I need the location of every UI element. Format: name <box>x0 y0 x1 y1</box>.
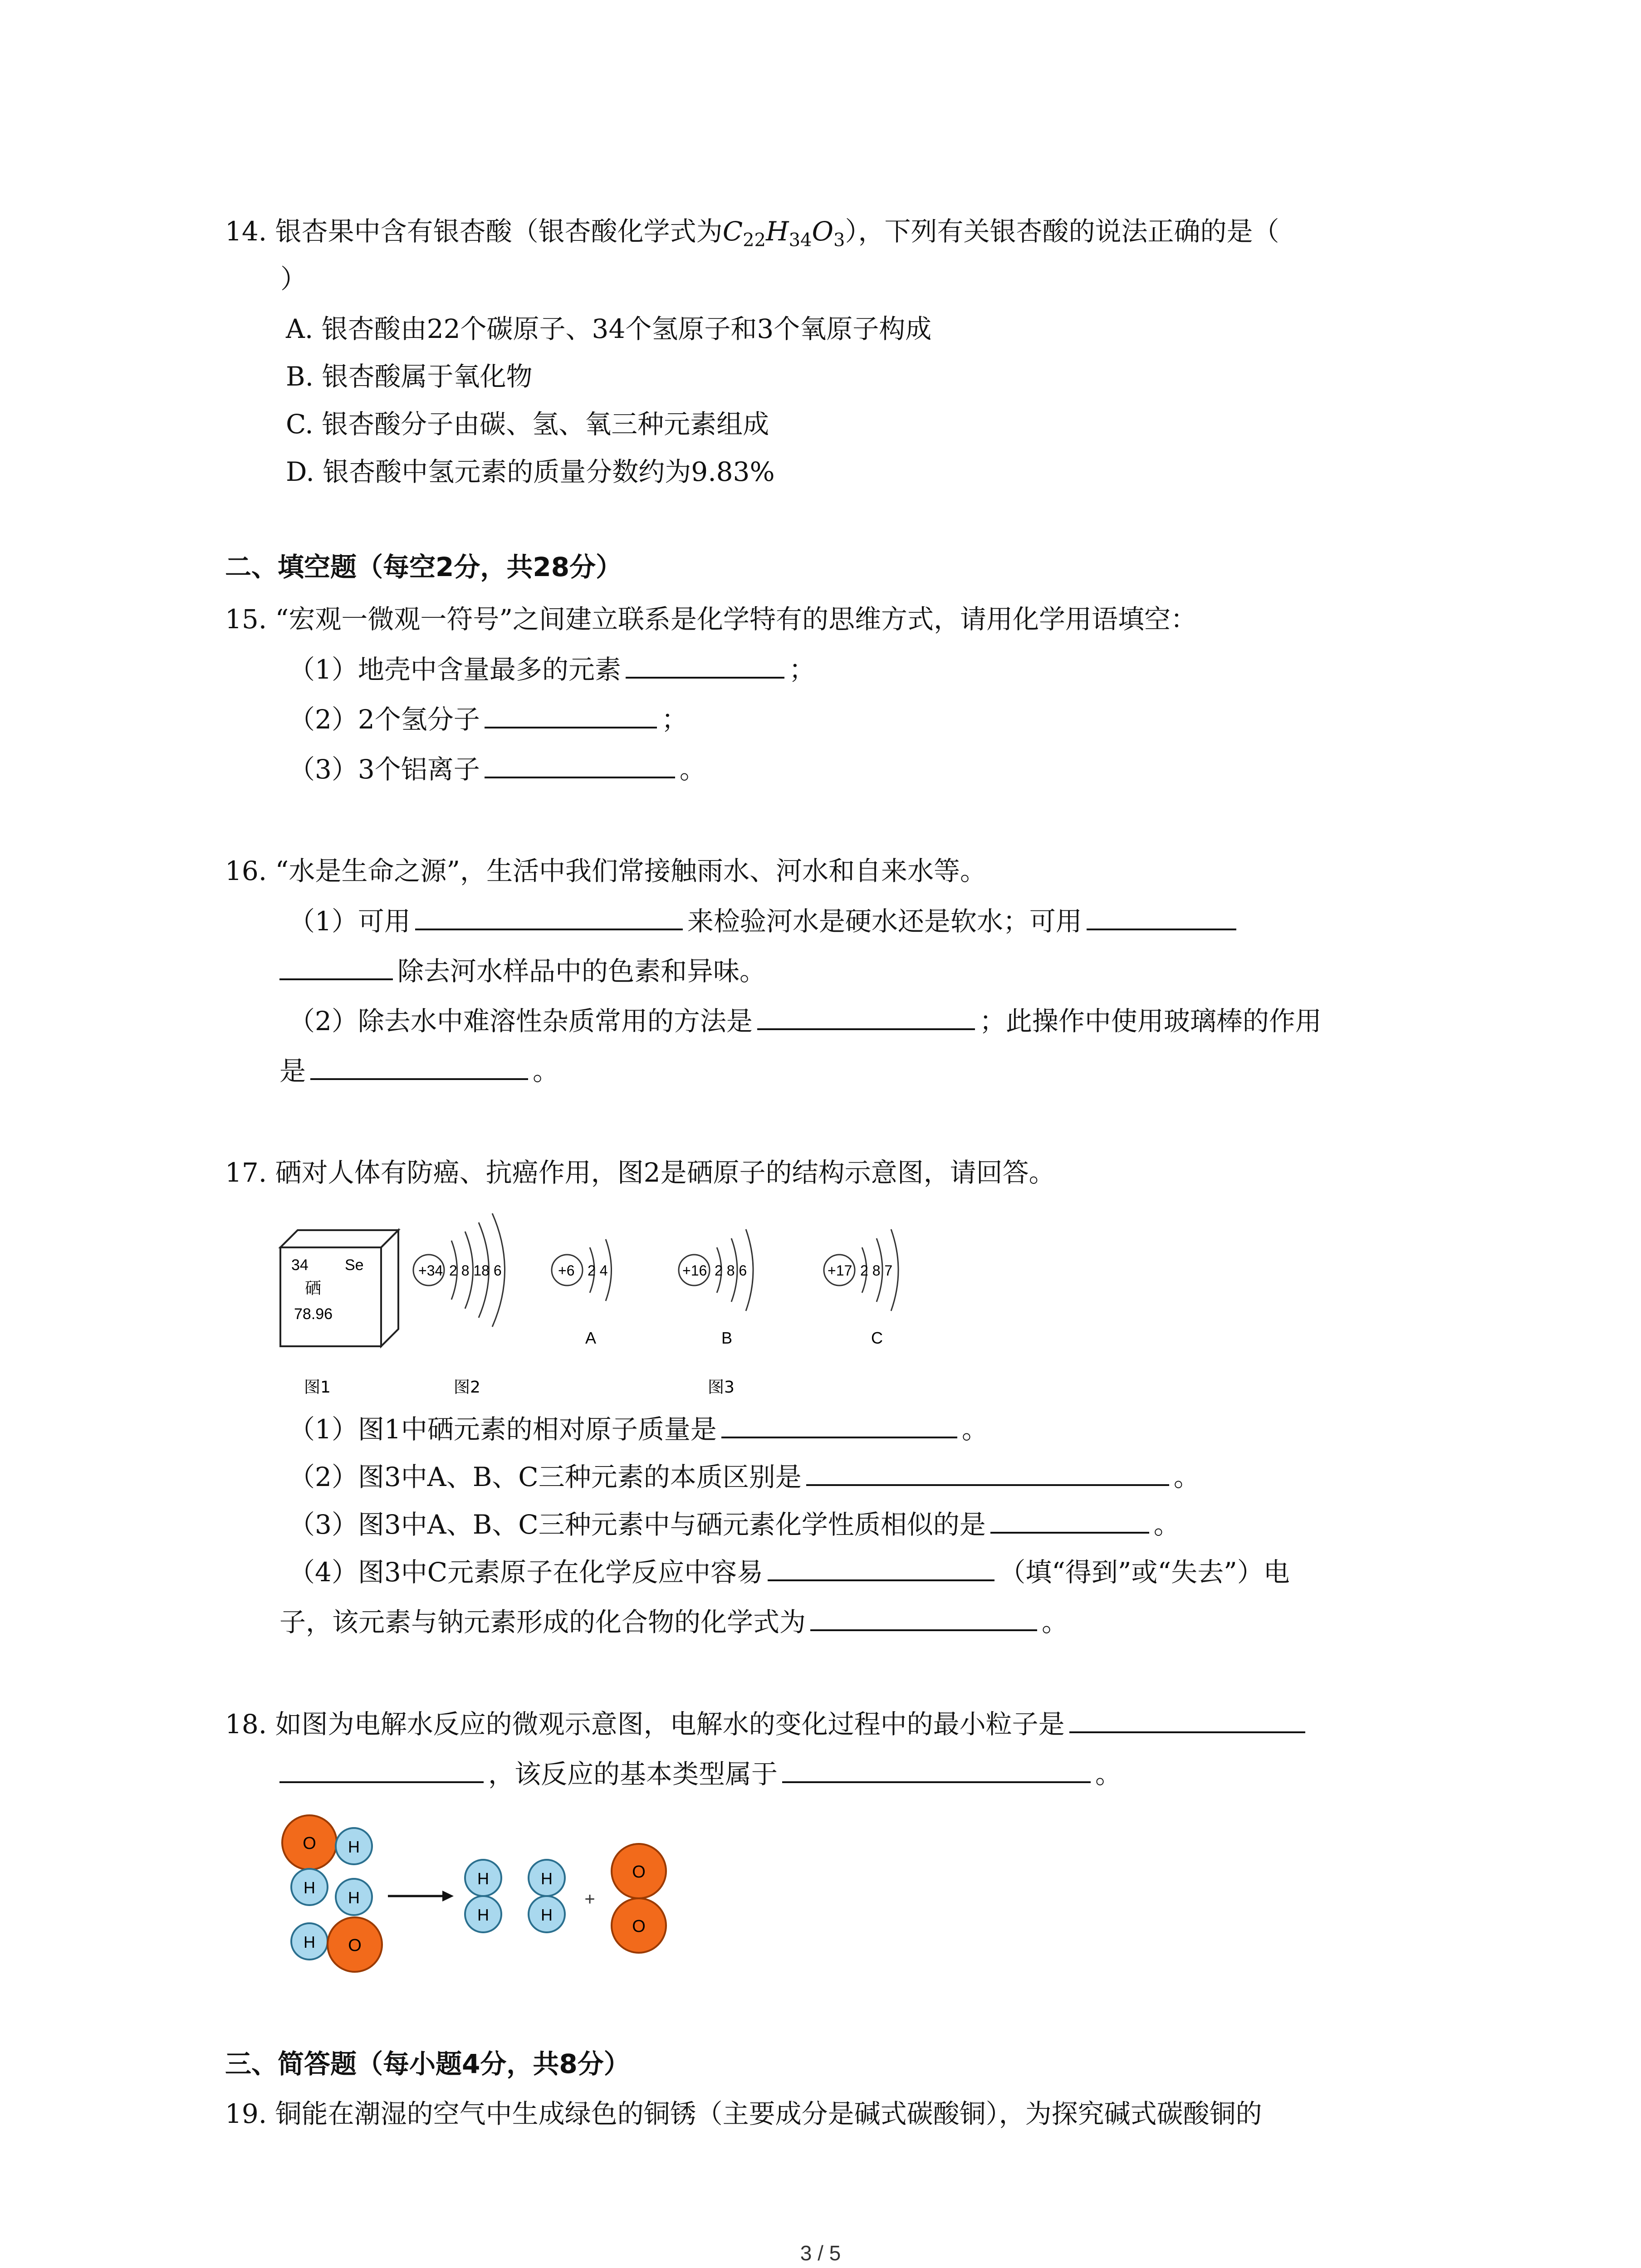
q19-stem: 19. 铜能在潮湿的空气中生成绿色的铜锈（主要成分是碱式碳酸铜），为探究碱式碳酸铜的 <box>225 2098 1262 2129</box>
element-number: 34 <box>291 1256 309 1274</box>
atom-a-nucleus: +6 <box>558 1262 575 1279</box>
atom-a-label: A <box>585 1329 597 1347</box>
q15-part2: （2）2个氢分子 ； <box>289 704 688 735</box>
q17-part3: （3）图3中A、B、C三种元素中与硒元素化学性质相似的是 。 <box>289 1509 1180 1540</box>
q16-part1: （1）可用 来检验河水是硬水还是软水；可用 <box>289 905 1241 937</box>
svg-text:O: O <box>303 1834 316 1853</box>
q14-option-d: D. 银杏酸中氢元素的质量分数约为9.83% <box>286 456 775 487</box>
page-number: 3 / 5 <box>800 2241 841 2265</box>
answer-blank[interactable] <box>782 1758 1091 1783</box>
answer-blank[interactable] <box>806 1461 1169 1486</box>
atom-c-shells: 2 8 7 <box>860 1262 893 1279</box>
answer-blank[interactable] <box>310 1055 528 1080</box>
element-card <box>280 1230 398 1346</box>
answer-blank[interactable] <box>485 703 657 728</box>
selenium-nucleus: +34 <box>418 1262 443 1279</box>
svg-text:O: O <box>632 1917 646 1936</box>
fig-label-1: 图1 <box>304 1378 331 1397</box>
atom-c-label: C <box>871 1329 883 1347</box>
atom-c-nucleus: +17 <box>828 1262 852 1279</box>
q16-part2-cont: 是 。 <box>279 1056 559 1086</box>
q17-part1: （1）图1中硒元素的相对原子质量是 。 <box>289 1414 988 1445</box>
q14-stem: 14. 银杏果中含有银杏酸（银杏酸化学式为$C_{22}H_{34}O_3$），下列有关银杏酸的说法正确的是（ <box>225 216 1279 251</box>
element-name: 硒 <box>305 1279 322 1298</box>
svg-text:H: H <box>304 1933 315 1951</box>
svg-text:H: H <box>348 1888 360 1907</box>
q17-part4-cont: 子，该元素与钠元素形成的化合物的化学式为 。 <box>279 1607 1068 1637</box>
element-symbol: Se <box>345 1256 364 1274</box>
q14-option-c: C. 银杏酸分子由碳、氢、氧三种元素组成 <box>286 409 769 440</box>
selenium-shells: 2 8 18 6 <box>449 1262 502 1279</box>
q15-part3: （3）3个铝离子 。 <box>289 754 706 785</box>
q16-stem: 16. “水是生命之源”，生活中我们常接触雨水、河水和自来水等。 <box>225 855 986 886</box>
svg-text:O: O <box>348 1936 362 1955</box>
answer-blank[interactable] <box>279 955 393 980</box>
q17-stem: 17. 硒对人体有防癌、抗癌作用，图2是硒原子的结构示意图，请回答。 <box>225 1157 1055 1188</box>
electrolysis-diagram <box>272 1810 690 1991</box>
answer-blank[interactable] <box>768 1556 994 1581</box>
svg-text:H: H <box>477 1906 489 1924</box>
answer-blank[interactable] <box>485 753 675 778</box>
svg-text:H: H <box>477 1869 489 1888</box>
answer-blank[interactable] <box>279 1758 484 1783</box>
svg-text:H: H <box>348 1838 360 1856</box>
q18-stem-cont: ，该反应的基本类型属于 。 <box>279 1758 1122 1790</box>
atom-a-shells: 2 4 <box>588 1262 608 1279</box>
fig-label-2: 图2 <box>454 1378 480 1397</box>
q15-part1: （1）地壳中含量最多的元素 ； <box>289 654 815 685</box>
answer-blank[interactable] <box>757 1005 975 1030</box>
q17-part2: （2）图3中A、B、C三种元素的本质区别是 。 <box>289 1461 1200 1492</box>
q17-part4: （4）图3中C元素原子在化学反应中容易 （填“得到”或“失去”）电 <box>289 1557 1290 1588</box>
answer-blank[interactable] <box>990 1508 1149 1534</box>
q16-part2: （2）除去水中难溶性杂质常用的方法是 ；此操作中使用玻璃棒的作用 <box>289 1006 1322 1036</box>
atom-b-label: B <box>721 1329 733 1347</box>
fig-label-3: 图3 <box>708 1378 735 1397</box>
q15-stem: 15. “宏观一微观一符号”之间建立联系是化学特有的思维方式，请用化学用语填空： <box>225 604 1197 635</box>
svg-text:H: H <box>304 1878 315 1897</box>
selenium-figure <box>272 1211 962 1402</box>
answer-blank[interactable] <box>1087 905 1236 930</box>
q18-stem: 18. 如图为电解水反应的微观示意图，电解水的变化过程中的最小粒子是 <box>225 1708 1305 1740</box>
answer-blank[interactable] <box>721 1413 957 1438</box>
answer-blank[interactable] <box>626 653 784 679</box>
svg-text:H: H <box>541 1869 553 1888</box>
section3-title: 三、简答题（每小题4分，共8分） <box>225 2048 630 2079</box>
q14-option-a: A. 银杏酸由22个碳原子、34个氢原子和3个氧原子构成 <box>286 313 932 344</box>
q14-stem-end: ） <box>280 264 307 294</box>
answer-blank[interactable] <box>1069 1708 1305 1733</box>
atom-b-nucleus: +16 <box>682 1262 707 1279</box>
section2-title: 二、填空题（每空2分，共28分） <box>225 552 622 582</box>
q14-formula: $C_{22}H_{34}O_3$ <box>722 216 845 251</box>
atom-b-shells: 2 8 6 <box>715 1262 747 1279</box>
answer-blank[interactable] <box>810 1606 1037 1631</box>
element-mass: 78.96 <box>294 1305 333 1323</box>
plus-sign: + <box>584 1889 595 1909</box>
svg-text:H: H <box>541 1906 553 1924</box>
q16-part1-cont: 除去河水样品中的色素和异味。 <box>279 955 766 987</box>
answer-blank[interactable] <box>415 905 683 930</box>
svg-text:O: O <box>632 1862 646 1882</box>
q14-option-b: B. 银杏酸属于氧化物 <box>286 361 533 392</box>
